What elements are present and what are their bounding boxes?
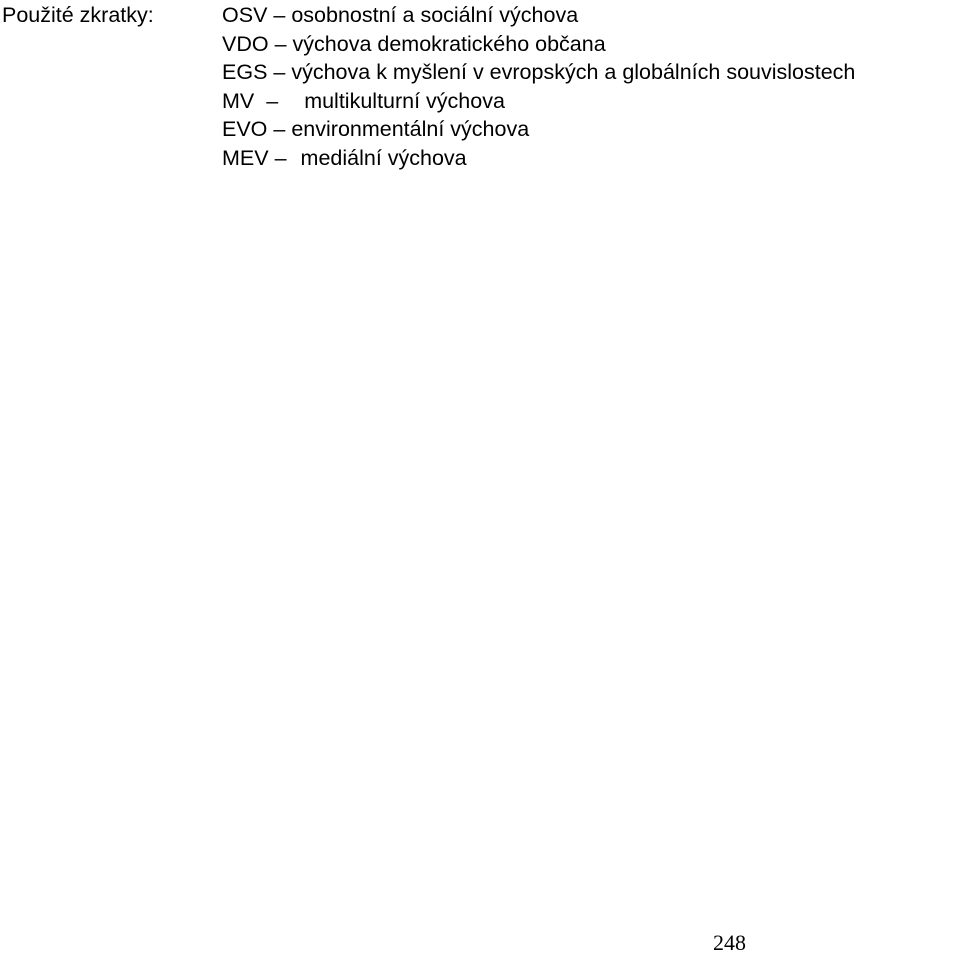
abbreviation-item-mev <box>222 144 855 173</box>
abbreviation-item-vdo <box>222 30 855 59</box>
abbreviation-description: osobnostní a sociální výchova <box>291 3 579 27</box>
abbreviation-description: výchova demokratického občana <box>292 31 606 56</box>
abbreviation-description: mediální výchova <box>300 145 467 170</box>
abbreviation-item-mv <box>222 87 855 116</box>
abbreviation-dash: – <box>273 60 286 85</box>
abbreviation-code: EGS <box>222 60 268 85</box>
abbreviations-heading: Použité zkratky: <box>2 3 154 27</box>
page-number: 248 <box>713 930 746 955</box>
abbreviation-code: VDO <box>222 31 269 56</box>
abbreviation-code: MEV <box>222 145 269 170</box>
abbreviation-code: EVO <box>222 117 268 142</box>
abbreviation-code: MV <box>222 88 255 113</box>
abbreviation-dash: – <box>273 3 286 27</box>
abbreviation-description: environmentální výchova <box>291 117 530 142</box>
abbreviation-dash: – <box>273 117 286 142</box>
abbreviation-description: výchova k myšlení v evropských a globálních souvislostech <box>291 60 856 85</box>
abbreviation-description: multikulturní výchova <box>304 88 505 113</box>
abbreviation-item-evo <box>222 115 855 144</box>
abbreviation-dash: – <box>274 31 287 56</box>
abbreviation-item-egs <box>222 58 855 87</box>
abbreviation-dash: – <box>274 145 287 170</box>
abbreviation-item-osv <box>222 1 855 30</box>
abbreviation-dash: – <box>266 88 279 113</box>
abbreviation-code: OSV <box>222 3 268 27</box>
abbreviation-list <box>222 1 855 173</box>
